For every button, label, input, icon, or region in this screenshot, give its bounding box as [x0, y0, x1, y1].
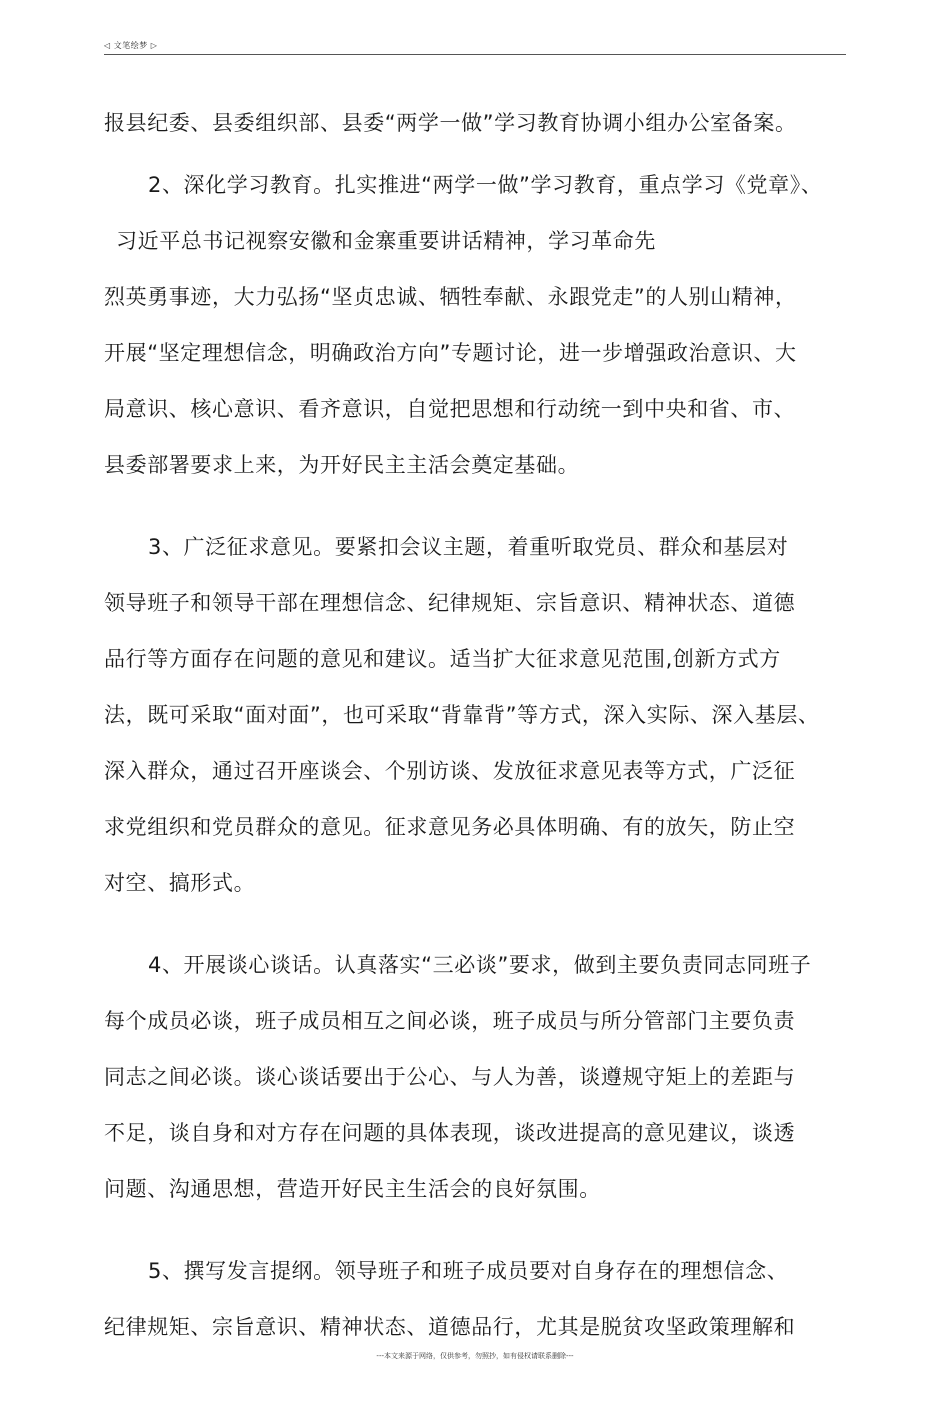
paragraph-5-line-1: 5、撰写发言提纲。领导班子和班子成员要对自身存在的理想信念、	[148, 1259, 789, 1283]
header-text: ◁ 文笔绘梦 ▷	[104, 41, 158, 50]
paragraph-5-line-2: 纪律规矩、宗旨意识、精神状态、道德品行，尤其是脱贫攻坚政策理解和	[104, 1315, 796, 1339]
paragraph-4-line-2: 每个成员必谈，班子成员相互之间必谈，班子成员与所分管部门主要负责	[104, 1009, 796, 1033]
paragraph-3-line-2: 领导班子和领导干部在理想信念、纪律规矩、宗旨意识、精神状态、道德	[104, 591, 796, 615]
paragraph-3-line-7: 对空、搞形式。	[104, 871, 256, 895]
paragraph-1-line-1: 报县纪委、县委组织部、县委“两学一做”学习教育协调小组办公室备案。	[104, 111, 797, 135]
paragraph-3-line-6: 求党组织和党员群众的意见。征求意见务必具体明确、有的放矢，防止空	[104, 815, 796, 839]
paragraph-3-line-4: 法，既可采取“面对面”，也可采取“背靠背”等方式，深入实际、深入基层、	[104, 703, 820, 727]
paragraph-4-line-4: 不足，谈自身和对方存在问题的具体表现，谈改进提高的意见建议，谈透	[104, 1121, 796, 1145]
page-footer: ---本文来源于网络，仅供参考，勿照抄，如有侵权请联系删除---	[376, 1352, 574, 1360]
paragraph-2-line-1: 2、深化学习教育。扎实推进“两学一做”学习教育，重点学习《党章》、	[148, 173, 823, 197]
paragraph-2-line-5: 局意识、核心意识、看齐意识，自觉把思想和行动统一到中央和省、市、	[104, 397, 796, 421]
paragraph-3-line-5: 深入群众，通过召开座谈会、个别访谈、发放征求意见表等方式，广泛征	[104, 759, 796, 783]
paragraph-4-line-3: 同志之间必谈。谈心谈话要出于公心、与人为善，谈遵规守矩上的差距与	[104, 1065, 796, 1089]
paragraph-2-line-2: 习近平总书记视察安徽和金寨重要讲话精神，学习革命先	[116, 229, 656, 253]
document-body	[104, 95, 846, 1355]
paragraph-4-line-1: 4、开展谈心谈话。认真落实“三必谈”要求，做到主要负责同志同班子	[148, 953, 812, 977]
paragraph-2-line-3: 烈英勇事迹，大力弘扬“坚贞忠诚、牺牲奉献、永跟党走”的人别山精神，	[104, 285, 797, 309]
paragraph-3-line-1: 3、广泛征求意见。要紧扣会议主题，着重听取党员、群众和基层对	[148, 535, 789, 559]
paragraph-2-line-4: 开展“坚定理想信念，明确政治方向”专题讨论，进一步增强政治意识、大	[104, 341, 797, 365]
page-header	[104, 38, 846, 55]
paragraph-2-line-6: 县委部署要求上来，为开好民主主活会奠定基础。	[104, 453, 580, 477]
paragraph-3-line-3: 品行等方面存在问题的意见和建议。适当扩大征求意见范围,创新方式方	[104, 647, 781, 671]
paragraph-4-line-5: 问题、沟通思想，营造开好民主生活会的良好氛围。	[104, 1177, 601, 1201]
